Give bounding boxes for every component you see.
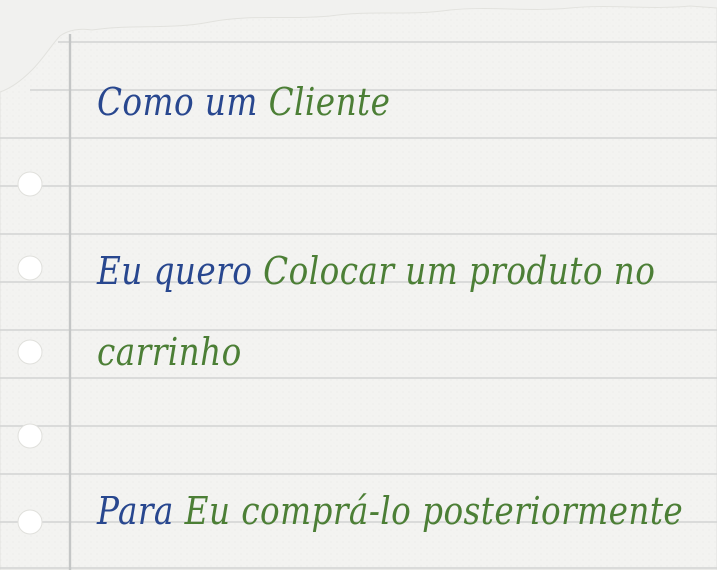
story-goal-continuation-line [97,328,242,376]
story-benefit-line [97,487,683,535]
goal-label: Eu quero [97,249,253,293]
role-label: Como um [97,80,258,124]
goal-value: Colocar um produto no [263,249,656,293]
benefit-label: Para [97,489,174,533]
benefit-value: Eu comprá-lo posteriormente [184,489,684,533]
story-goal-line [97,247,655,295]
story-role-line [97,78,390,126]
goal-value-continuation: carrinho [97,330,242,374]
role-value: Cliente [268,80,391,124]
